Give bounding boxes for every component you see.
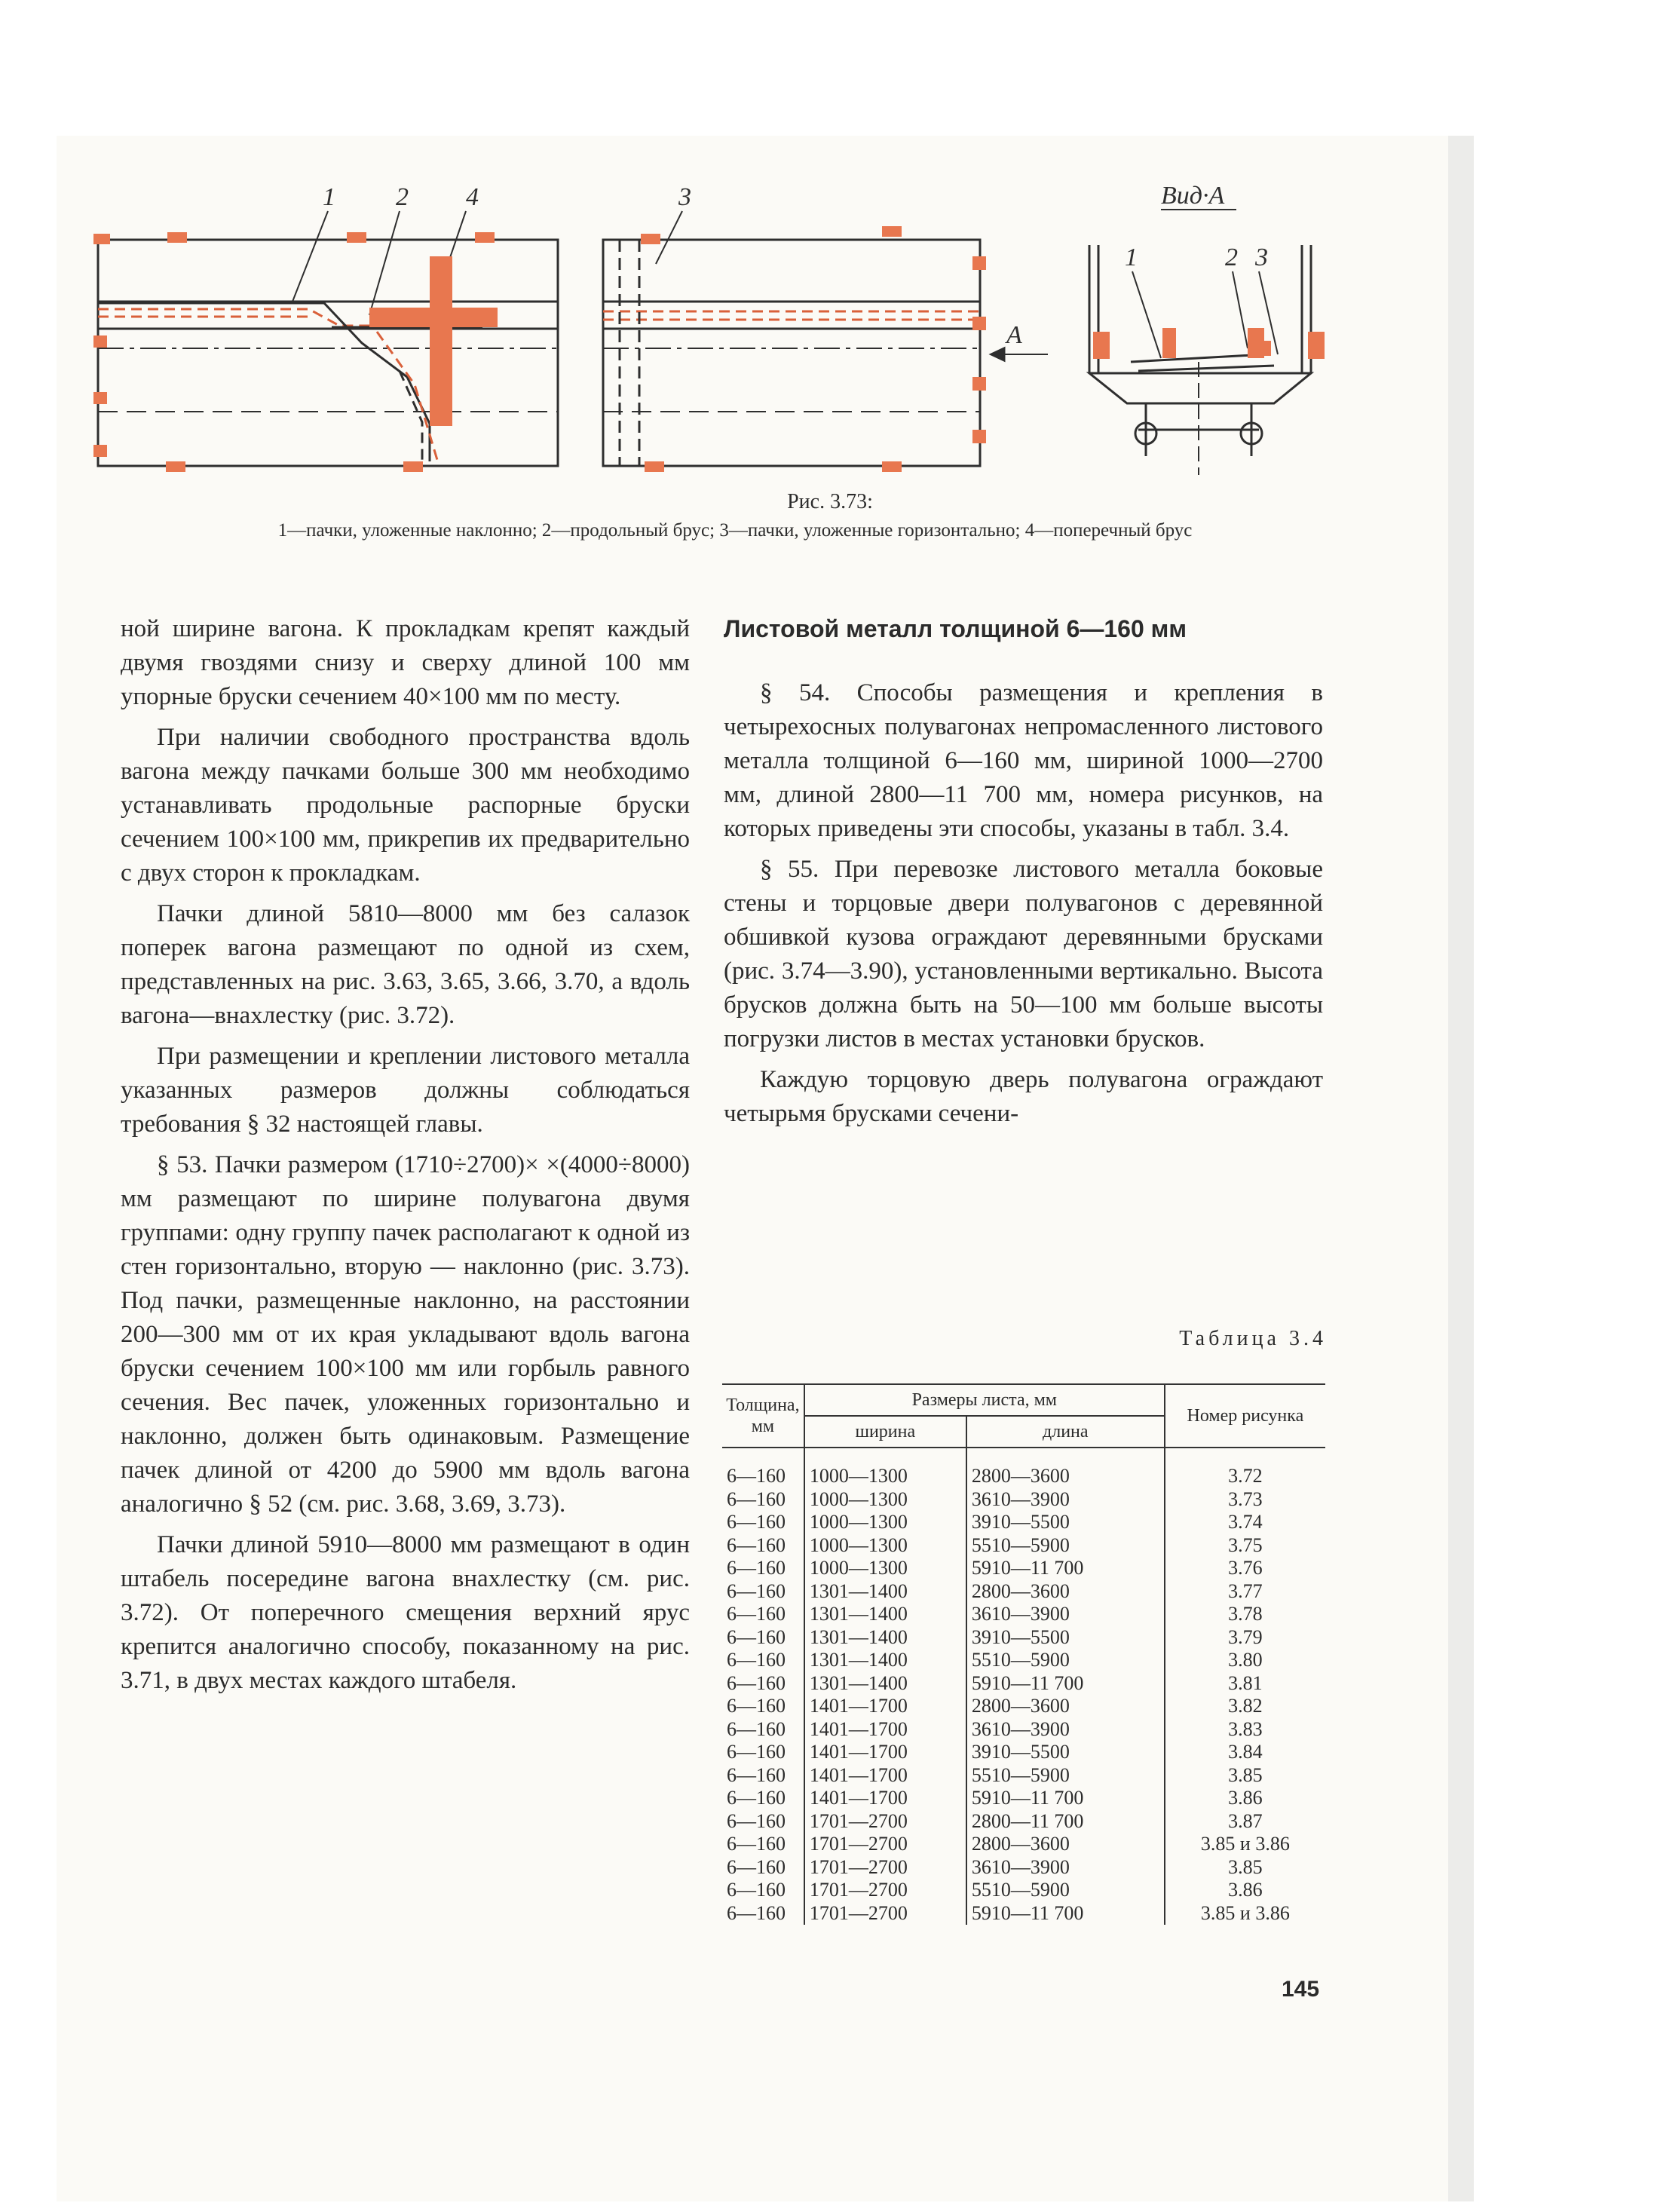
table-body [722,1448,1325,1925]
cell-length: 5510—5900 [966,1764,1165,1788]
cell-length: 2800—3600 [966,1695,1165,1718]
figure-caption-legend: 1—пачки, уложенные наклонно; 2—продольный брус; 3—пачки, уложенные горизонтально; 4—поперечный брус [277,520,1193,541]
cell-thickness: 6—160 [727,1533,786,1556]
cell-thickness: 6—160 [727,1511,786,1533]
cell-width: 1401—1700 [804,1741,966,1764]
cell-figure: 3.84 [1165,1741,1325,1764]
header-thickness: Толщина, мм [722,1384,804,1448]
header-length: длина [966,1416,1165,1448]
cell-thickness: 6—160 [727,1649,786,1671]
label-arrow-a: A [1006,321,1022,349]
cell-length: 2800—3600 [966,1833,1165,1856]
cell-thickness: 6—160 [727,1603,786,1625]
cell-figure: 3.73 [1165,1488,1325,1512]
cell-thickness: 6—160 [727,1465,786,1487]
paragraph: § 54. Способы размещения и крепления в четырехосных полувагонах непромасленного листового металла толщиной 6—160 мм, шириной 1000—2700 мм, длиной 2800—11 700 мм, номера рисунков, на которых приведены эти способы, указаны в табл. 3.4. [724,679,1323,842]
label-view-3: 3 [1255,244,1268,271]
cell-thickness: 6—160 [727,1879,786,1901]
cell-thickness: 6—160 [727,1901,786,1924]
table-row [722,1764,1325,1788]
cell-thickness: 6—160 [727,1487,786,1510]
cell-thickness: 6—160 [727,1695,786,1717]
table-row [722,1649,1325,1672]
cell-width: 1401—1700 [804,1718,966,1742]
cell-length: 3610—3900 [966,1718,1165,1742]
cell-length: 5910—11 700 [966,1672,1165,1696]
left-text-column [121,612,690,1705]
cell-width: 1701—2700 [804,1810,966,1834]
cell-figure: 3.81 [1165,1672,1325,1696]
right-text-column [724,612,1323,1138]
paragraph: Пачки длиной 5910—8000 мм размещают в один штабель посередине вагона внахлестку (см. рис. 3.72). От поперечного смещения верхний ярус крепится аналогично способу, показанному на рис. 3.71, в двух местах каждого штабеля. [121,1531,690,1694]
figure-caption-title: Рис. 3.73: [787,490,873,513]
cell-width: 1701—2700 [804,1833,966,1856]
cell-width: 1000—1300 [804,1557,966,1580]
page-number: 145 [1282,1977,1320,2002]
cell-length: 3910—5500 [966,1626,1165,1650]
cell-thickness: 6—160 [727,1833,786,1855]
cell-width: 1301—1400 [804,1649,966,1672]
cell-thickness: 6—160 [727,1855,786,1878]
label-view-2: 2 [1225,244,1238,271]
header-figure: Номер рисунка [1165,1384,1325,1448]
cell-length: 3610—3900 [966,1603,1165,1626]
cell-width: 1701—2700 [804,1856,966,1880]
cell-thickness: 6—160 [727,1741,786,1763]
table-row [722,1603,1325,1626]
wagon-left-outline [98,240,558,466]
table-row [722,1580,1325,1604]
table-row [722,1534,1325,1558]
cell-width: 1301—1400 [804,1580,966,1604]
label-2: 2 [396,183,409,211]
cell-width: 1701—2700 [804,1902,966,1926]
cell-thickness: 6—160 [727,1717,786,1740]
cell-width: 1401—1700 [804,1695,966,1718]
wagon-right-outline [603,240,980,466]
table-row [722,1488,1325,1512]
cell-figure: 3.75 [1165,1534,1325,1558]
cell-length: 5910—11 700 [966,1557,1165,1580]
page-edge-shadow [1448,136,1474,2201]
cell-length: 5910—11 700 [966,1787,1165,1810]
cell-length: 2800—3600 [966,1580,1165,1604]
table-row [722,1810,1325,1834]
cell-figure: 3.86 [1165,1879,1325,1902]
cell-length: 3610—3900 [966,1488,1165,1512]
header-width: ширина [804,1416,966,1448]
cell-length: 5910—11 700 [966,1902,1165,1926]
table-row [722,1672,1325,1696]
cell-figure: 3.79 [1165,1626,1325,1650]
paragraph: ной ширине вагона. К прокладкам крепят каждый двумя гвоздями снизу и сверху длиной 100 мм упорные бруски сечением 40×100 мм по месту. [121,615,690,710]
table-row [722,1833,1325,1856]
table-caption: Таблица 3.4 [1179,1327,1327,1350]
cell-figure: 3.85 [1165,1856,1325,1880]
table-row [722,1511,1325,1534]
cell-width: 1401—1700 [804,1764,966,1788]
table-row [722,1448,1325,1488]
section-heading: Листовой металл толщиной 6—160 мм [724,615,1187,642]
cell-figure: 3.86 [1165,1787,1325,1810]
sheet-size-table [722,1383,1325,1925]
cell-figure: 3.82 [1165,1695,1325,1718]
table-row [722,1787,1325,1810]
cell-width: 1701—2700 [804,1879,966,1902]
header-sizes: Размеры листа, мм [804,1384,1165,1416]
cell-width: 1000—1300 [804,1488,966,1512]
cell-width: 1000—1300 [804,1448,966,1488]
label-3: 3 [678,183,691,211]
cell-figure: 3.74 [1165,1511,1325,1534]
cell-figure: 3.76 [1165,1557,1325,1580]
cell-thickness: 6—160 [727,1671,786,1694]
cell-length: 5510—5900 [966,1879,1165,1902]
table-row [722,1718,1325,1742]
cell-figure: 3.72 [1165,1448,1325,1488]
cell-thickness: 6—160 [727,1787,786,1809]
table-row [722,1879,1325,1902]
cell-thickness: 6—160 [727,1579,786,1602]
cell-figure: 3.77 [1165,1580,1325,1604]
cell-width: 1301—1400 [804,1626,966,1650]
cell-width: 1401—1700 [804,1787,966,1810]
paragraph: Пачки длиной 5810—8000 мм без салазок поперек вагона размещают по одной из схем, представленных на рис. 3.63, 3.65, 3.66, 3.70, а вдоль вагона—внахлестку (рис. 3.72). [121,900,690,1029]
cell-length: 3910—5500 [966,1511,1165,1534]
cell-figure: 3.87 [1165,1810,1325,1834]
cell-figure: 3.83 [1165,1718,1325,1742]
cell-figure: 3.80 [1165,1649,1325,1672]
table-row [722,1557,1325,1580]
cell-thickness: 6—160 [727,1557,786,1579]
table-3-4 [722,1383,1325,1925]
label-1: 1 [323,183,335,211]
paragraph: При размещении и креплении листового металла указанных размеров должны соблюдаться требования § 32 настоящей главы. [121,1043,690,1138]
label-view-1: 1 [1125,244,1138,271]
cell-width: 1000—1300 [804,1511,966,1534]
cell-length: 5510—5900 [966,1534,1165,1558]
cell-figure: 3.85 и 3.86 [1165,1902,1325,1926]
cell-width: 1301—1400 [804,1603,966,1626]
cell-figure: 3.78 [1165,1603,1325,1626]
paragraph: § 53. Пачки размером (1710÷2700)× ×(4000÷8000) мм размещают по ширине полувагона двумя группами: одну группу пачек располагают к одной из стен горизонтально, вторую — наклонно (рис. 3.73). Под пачки, размещенные наклонно, на расстоянии 200—300 мм от их края укладывают вдоль вагона бруски сечением 100×100 мм или горбыль равного сечения. Вес пачек, уложенных горизонтально и наклонно, должен быть одинаковым. Размещение пачек длиной от 4200 до 5900 мм вдоль вагона аналогично § 52 (см. рис. 3.68, 3.69, 3.73). [121,1151,690,1518]
cell-thickness: 6—160 [727,1809,786,1832]
cell-figure: 3.85 [1165,1764,1325,1788]
cell-length: 2800—11 700 [966,1810,1165,1834]
cell-length: 5510—5900 [966,1649,1165,1672]
paragraph: § 55. При перевозке листового металла боковые стены и торцовые двери полувагонов с деревянной обшивкой кузова ограждают деревянными брусками (рис. 3.74—3.90), установленными вертикально. Высота брусков должна быть на 50—100 мм больше высоты погрузки листов в местах установки брусков. [724,856,1323,1052]
cell-width: 1301—1400 [804,1672,966,1696]
cell-length: 2800—3600 [966,1448,1165,1488]
cell-length: 3910—5500 [966,1741,1165,1764]
table-row [722,1695,1325,1718]
paragraph: При наличии свободного пространства вдоль вагона между пачками больше 300 мм необходимо устанавливать продольные распорные бруски сечением 100×100 мм, прикрепив их предварительно с двух сторон к прокладкам. [121,724,690,887]
cell-length: 3610—3900 [966,1856,1165,1880]
cell-figure: 3.85 и 3.86 [1165,1833,1325,1856]
table-row [722,1856,1325,1880]
cell-thickness: 6—160 [727,1763,786,1786]
cell-width: 1000—1300 [804,1534,966,1558]
figure-drawing [83,173,1342,490]
table-row [722,1741,1325,1764]
label-vid-a: Вид·А [1161,182,1225,210]
label-4: 4 [466,183,479,211]
paragraph: Каждую торцовую дверь полувагона ограждают четырьмя брусками сечени- [724,1066,1323,1127]
table-row [722,1902,1325,1926]
table-row [722,1626,1325,1650]
figure-3-73 [83,173,1342,490]
cell-thickness: 6—160 [727,1625,786,1648]
